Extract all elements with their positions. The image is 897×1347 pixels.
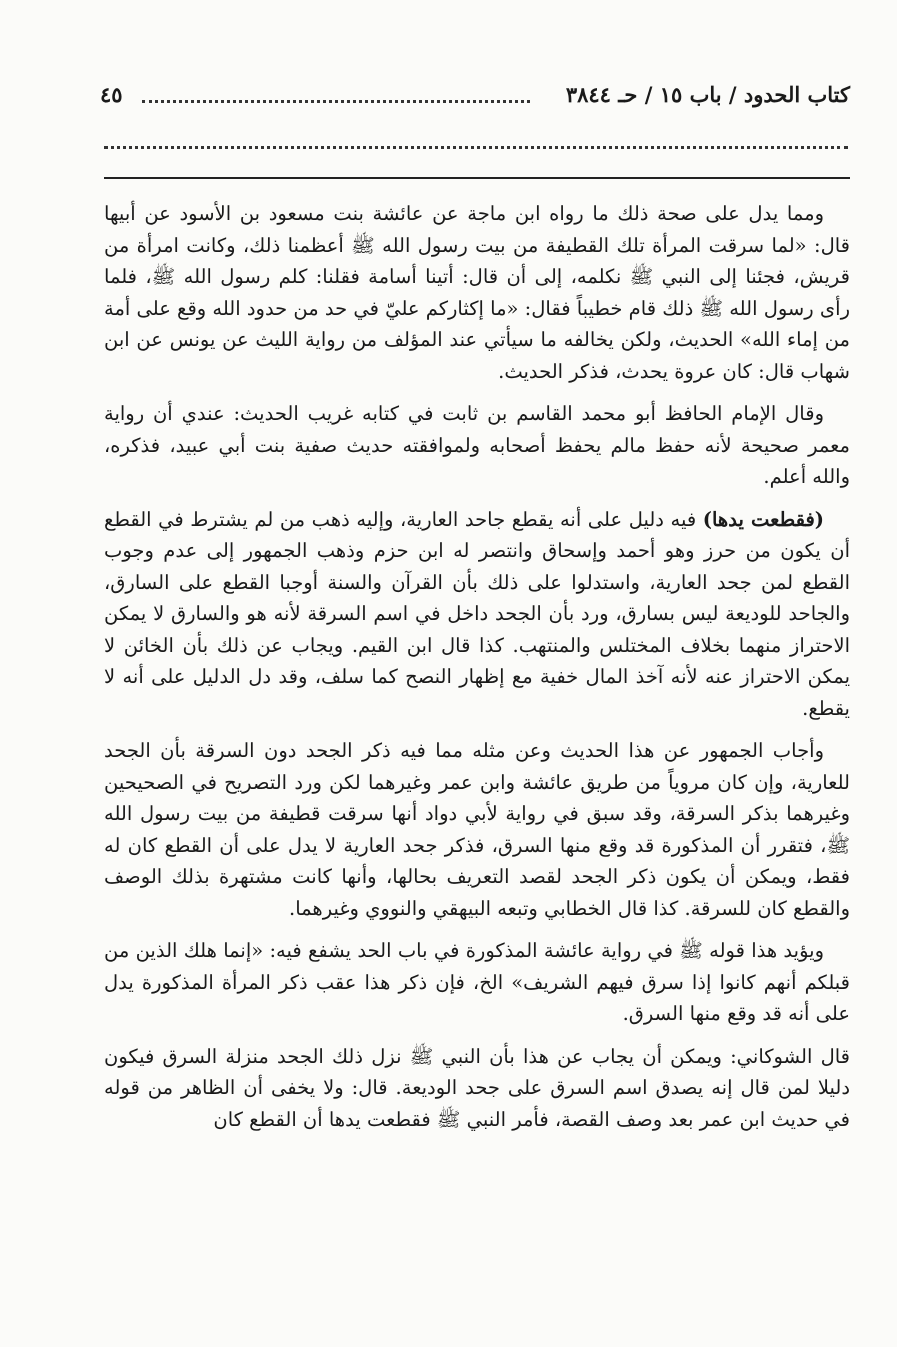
paragraph-4: وأجاب الجمهور عن هذا الحديث وعن مثله مما فيه ذكر الجحد دون السرقة بأن الجحد للعارية، وإن كان مروياً من طريق عائشة وابن عمر وغيرهما لكن ورد التصريح في الصحيحين وغيرهما بذكر السرقة، وقد سبق في رواية لأبي دواد أنها سرقت قطيفة من بيت رسول الله ﷺ، فتقرر أن المذكورة قد وقع منها السرق، فذكر جحد العارية لا يدل على أن القطع كان له فقط، ويمكن أن يكون ذكر الجحد لقصد التعريف بحالها، وأنها كانت مشتهرة بذلك الوصف والقطع كان للسرقة. كذا قال الخطابي وتبعه البيهقي والنووي وغيرهما. <box>104 739 850 920</box>
quoted-phrase: (فقطعت يدها) <box>702 507 824 531</box>
paragraph-1: ومما يدل على صحة ذلك ما رواه ابن ماجة عن عائشة بنت مسعود بن الأسود عن أبيها قال: «لما سرقت المرأة تلك القطيفة من بيت رسول الله ﷺ أعظمنا ذلك، وكانت امرأة من قريش، فجئنا إلى النبي ﷺ نكلمه، إلى أن قال: أتينا أسامة فقلنا: كلم رسول الله ﷺ، فلما رأى رسول الله ﷺ ذلك قام خطيباً فقال: «ما إكثاركم عليّ في حد من حدود الله وقع على أمة من إماء الله» الحديث، ولكن يخالفه ما سيأتي عند المؤلف من رواية الليث عن يونس عن ابن شهاب قال: كان عروة يحدث، فذكر الحديث. <box>104 202 850 383</box>
page-number: ٤٥ <box>100 82 123 107</box>
header-rule <box>104 177 850 179</box>
paragraph-3 <box>104 504 850 725</box>
header-title: كتاب الحدود / باب ١٥ / حـ ٣٨٤٤ <box>565 82 850 107</box>
body-text <box>104 198 850 1146</box>
dotted-separator <box>104 140 848 149</box>
running-header <box>100 82 850 118</box>
paragraph-2: وقال الإمام الحافظ أبو محمد القاسم بن ثابت في كتابه غريب الحديث: عندي أن رواية معمر صحيحة لأنه حفظ مالم يحفظ أصحابه ولموافقته حديث صفية بنت أبي عبيد، فذكره، والله أعلم. <box>104 402 850 488</box>
paragraph-6: قال الشوكاني: ويمكن أن يجاب عن هذا بأن النبي ﷺ نزل ذلك الجحد منزلة السرق فيكون دليلا لمن قال إنه يصدق اسم السرق على جحد الوديعة. قال: ولا يخفى أن الظاهر من قوله في حديث ابن عمر بعد وصف القصة، فأمر النبي ﷺ فقطعت يدها أن القطع كان <box>104 1044 850 1131</box>
paragraph-5: ويؤيد هذا قوله ﷺ في رواية عائشة المذكورة في باب الحد يشفع فيه: «إنما هلك الذين من قبلكم أنهم كانوا إذا سرق فيهم الشريف» الخ، فإن ذكر هذا عقب ذكر المرأة المذكورة يدل على أنه قد وقع منها السرق. <box>104 939 850 1025</box>
paragraph-3-text: فيه دليل على أنه يقطع جاحد العارية، وإليه ذهب من لم يشترط في القطع أن يكون من حرز وهو أحمد وإسحاق وانتصر له ابن حزم وذهب الجمهور إلى عدم وجوب القطع لمن جحد العارية، واستدلوا على ذلك بأن القرآن والسنة أوجبا القطع على السارق، والجاحد للوديعة ليس بسارق، ورد بأن الجحد داخل في اسم السرقة لأنه هو والسارق لا يمكن الاحتراز منهما بخلاف المختلس والمنتهب. كذا قال ابن القيم. ويجاب عن ذلك بأن الخائن لا يمكن الاحتراز عنه لأنه آخذ المال خفية مع إظهار النصح كما سلف، وقد دل الدليل على أنه لا يقطع. <box>104 507 851 720</box>
header-leader-dots <box>142 92 530 103</box>
